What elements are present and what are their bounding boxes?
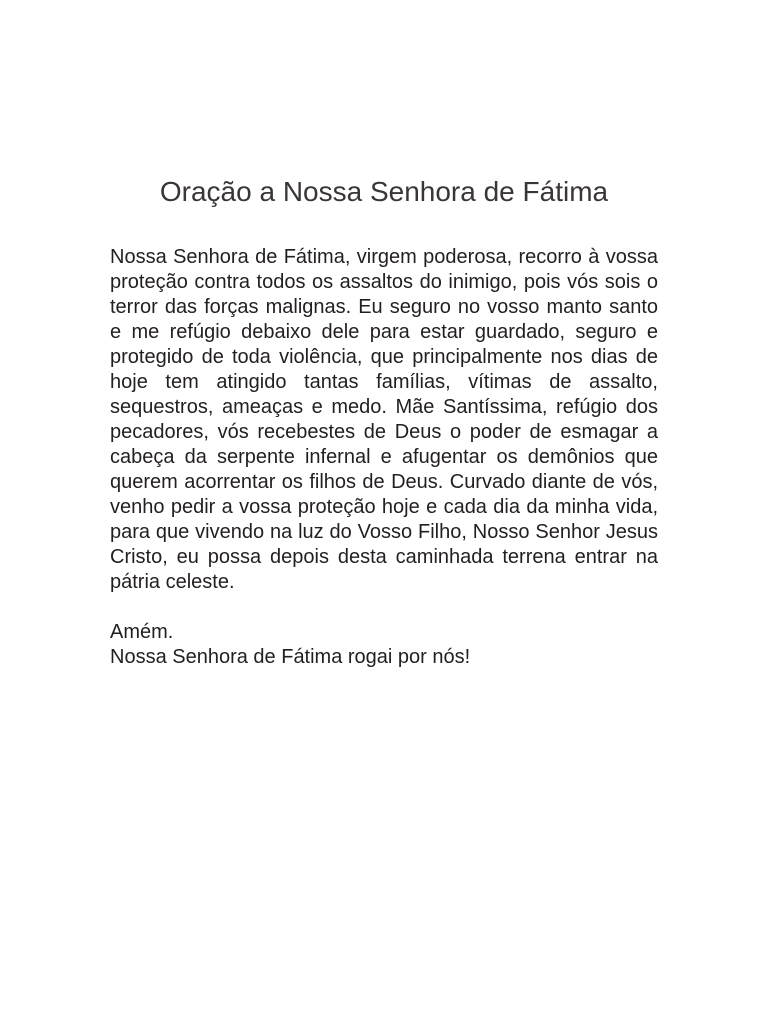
paragraph-spacer (110, 595, 658, 620)
closing-invocation: Nossa Senhora de Fátima rogai por nós! (110, 646, 471, 668)
prayer-body (110, 245, 658, 670)
closing-amen: Amém. (110, 621, 174, 643)
prayer-paragraph: Nossa Senhora de Fátima, virgem poderosa, recorro à vossa proteção contra todos os assaltos do inimigo, pois vós sois o terror das forças malignas. Eu seguro no vosso manto santo e me refúgio debaixo dele para estar guardado, seguro e protegido de toda violência, que principalmente nos dias de hoje tem atingido tantas famílias, vítimas de assalto, sequestros, ameaças e medo. Mãe Santíssima, refúgio dos pecadores, vós recebestes de Deus o poder de esmagar a cabeça da serpente infernal e afugentar os demônios que querem acorrentar os filhos de Deus. Curvado diante de vós, venho pedir a vossa proteção hoje e cada dia da minha vida, para que vivendo na luz do Vosso Filho, Nosso Senhor Jesus Cristo, eu possa depois desta caminhada terrena entrar na pátria celeste. (110, 246, 658, 593)
page-title: Oração a Nossa Senhora de Fátima (159, 176, 609, 207)
